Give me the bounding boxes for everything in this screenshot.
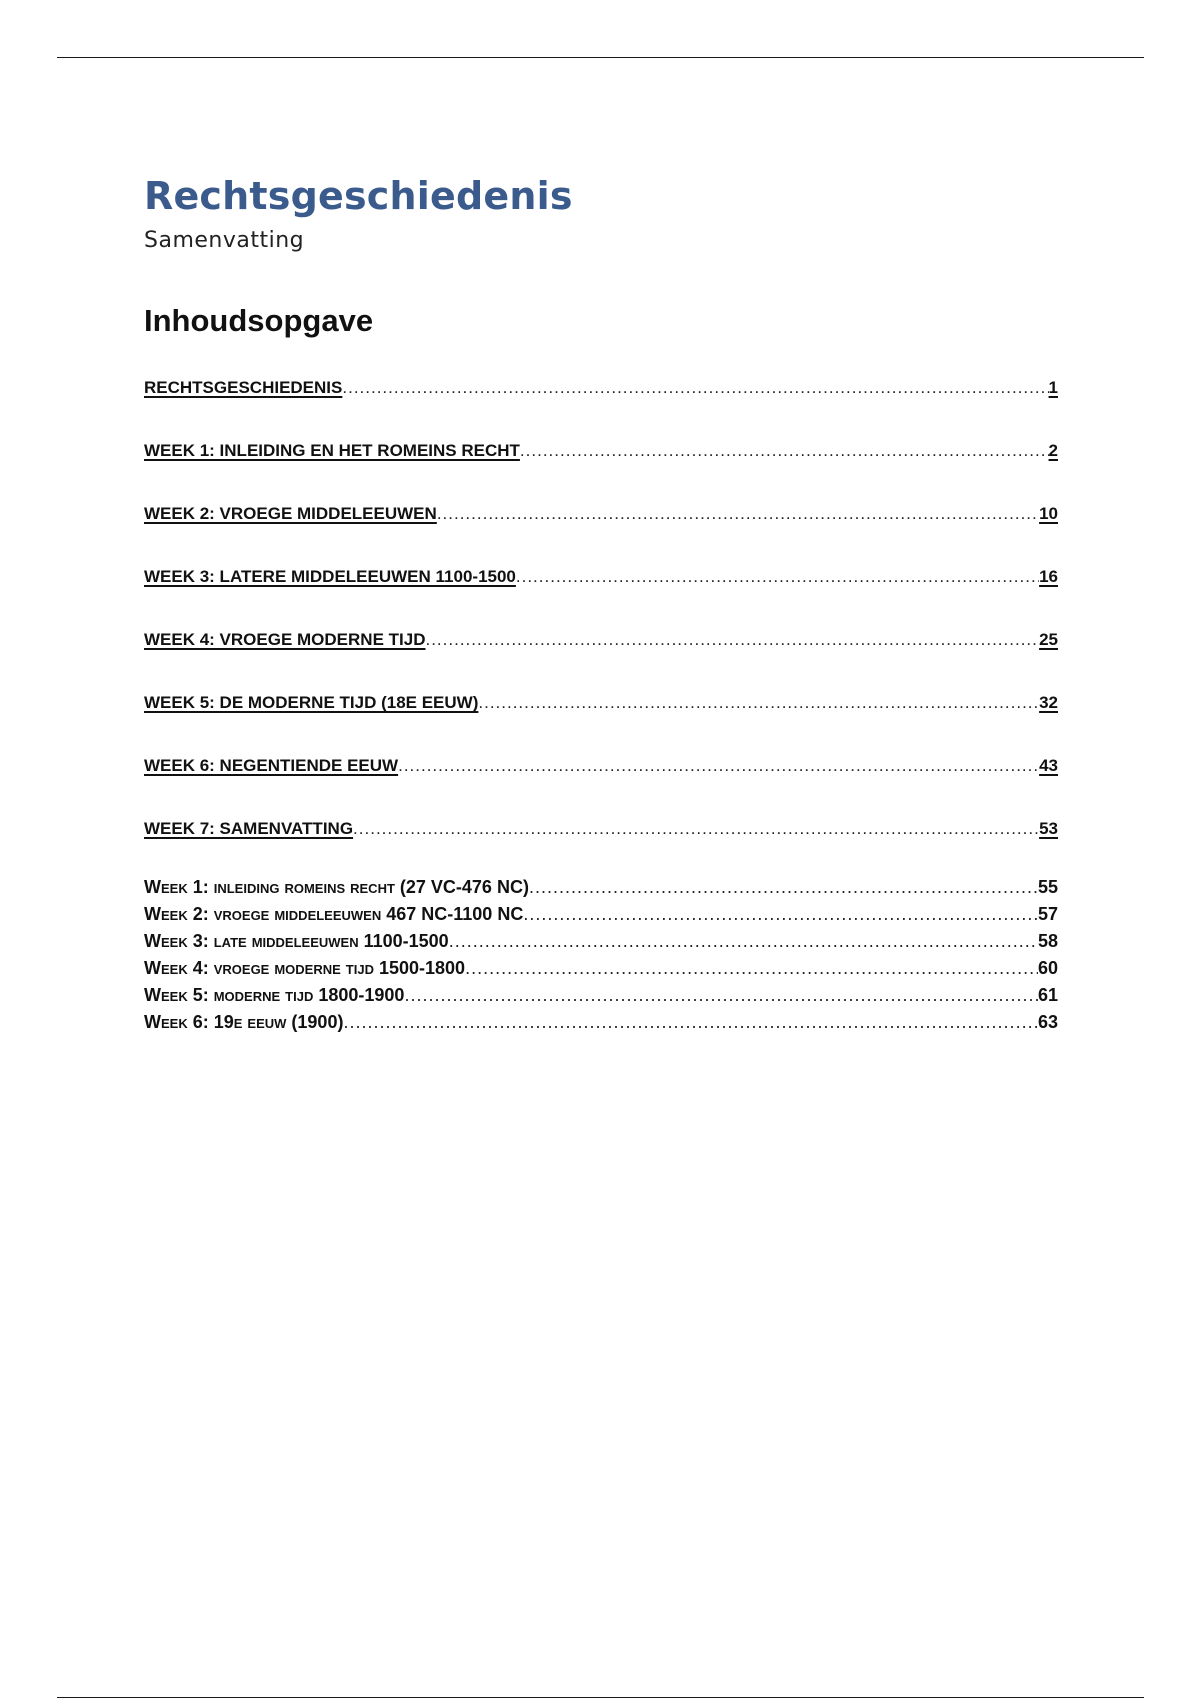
toc-entry-week-3[interactable]: [144, 548, 1058, 611]
toc-entry-week-7[interactable]: [144, 800, 1058, 863]
toc-subentry-label: Week 1: inleiding romeins recht (27 VC-476 NC): [144, 877, 529, 898]
toc-subentry-page: 60: [1037, 958, 1058, 979]
document-subtitle: Samenvatting: [144, 227, 305, 253]
toc-subentry-week-5[interactable]: [144, 981, 1058, 1008]
toc-dot-leader: [404, 986, 1038, 1004]
toc-entry-page: 1: [1048, 378, 1058, 398]
toc-subentry-week-2[interactable]: [144, 900, 1058, 927]
toc-entry-label: WEEK 5: DE MODERNE TIJD (18E EEUW): [144, 693, 479, 713]
toc-subentry-label: Week 3: late middeleeuwen 1100-1500: [144, 931, 449, 952]
toc-subentry-label: Week 2: vroege middeleeuwen 467 NC-1100 NC: [144, 904, 524, 925]
toc-subentry-week-4[interactable]: [144, 954, 1058, 981]
toc-dot-leader: [343, 1013, 1038, 1031]
toc-entry-page: 10: [1039, 504, 1058, 524]
toc-dot-leader: [342, 379, 1048, 396]
toc-entry-label: RECHTSGESCHIEDENIS: [144, 378, 343, 398]
toc-entry-week-5[interactable]: [144, 674, 1058, 737]
table-of-contents: [144, 359, 1058, 1035]
toc-dot-leader: [398, 757, 1039, 774]
toc-entry-page: 16: [1039, 567, 1058, 587]
toc-dot-leader: [523, 905, 1038, 923]
toc-dot-leader: [478, 694, 1039, 711]
toc-subentry-label: Week 4: vroege moderne tijd 1500-1800: [144, 958, 466, 979]
toc-entry-week-2[interactable]: [144, 485, 1058, 548]
toc-heading: Inhoudsopgave: [144, 303, 374, 339]
toc-entry-label: WEEK 1: INLEIDING EN HET ROMEINS RECHT: [144, 441, 520, 461]
toc-entry-page: 2: [1048, 441, 1058, 461]
toc-entry-label: WEEK 2: VROEGE MIDDELEEUWEN: [144, 504, 437, 524]
toc-entry-page: 43: [1039, 756, 1058, 776]
document-body: [144, 176, 1058, 1035]
toc-dot-leader: [437, 505, 1039, 522]
toc-entry-label: WEEK 7: SAMENVATTING: [144, 819, 354, 839]
toc-entry-label: WEEK 4: VROEGE MODERNE TIJD: [144, 630, 426, 650]
toc-subentry-week-3[interactable]: [144, 927, 1058, 954]
toc-dot-leader: [465, 959, 1038, 977]
toc-spacer: [144, 863, 1058, 873]
toc-subentry-page: 58: [1037, 931, 1058, 952]
toc-subentry-label: Week 5: moderne tijd 1800-1900: [144, 985, 405, 1006]
header-rule: [57, 57, 1144, 58]
footer-rule: [57, 1697, 1144, 1698]
toc-entry-label: WEEK 3: LATERE MIDDELEEUWEN 1100-1500: [144, 567, 516, 587]
toc-dot-leader: [449, 932, 1038, 950]
toc-subentry-label: Week 6: 19e eeuw (1900): [144, 1012, 344, 1033]
toc-dot-leader: [353, 820, 1039, 837]
toc-entry-page: 53: [1039, 819, 1058, 839]
toc-entry-page: 25: [1039, 630, 1058, 650]
toc-entry-rechtsgeschiedenis[interactable]: [144, 359, 1058, 422]
toc-subentry-week-6[interactable]: [144, 1008, 1058, 1035]
toc-dot-leader: [529, 878, 1038, 896]
toc-entry-label: WEEK 6: NEGENTIENDE EEUW: [144, 756, 399, 776]
document-title: Rechtsgeschiedenis: [144, 174, 573, 218]
toc-subentry-page: 63: [1037, 1012, 1058, 1033]
toc-dot-leader: [425, 631, 1039, 648]
toc-entry-page: 32: [1039, 693, 1058, 713]
toc-dot-leader: [516, 568, 1039, 585]
toc-subentry-week-1[interactable]: [144, 873, 1058, 900]
toc-subentry-page: 55: [1037, 877, 1058, 898]
toc-entry-week-4[interactable]: [144, 611, 1058, 674]
toc-subentry-page: 61: [1037, 985, 1058, 1006]
toc-entry-week-6[interactable]: [144, 737, 1058, 800]
toc-entry-week-1[interactable]: [144, 422, 1058, 485]
toc-dot-leader: [520, 442, 1049, 459]
toc-subentry-page: 57: [1037, 904, 1058, 925]
